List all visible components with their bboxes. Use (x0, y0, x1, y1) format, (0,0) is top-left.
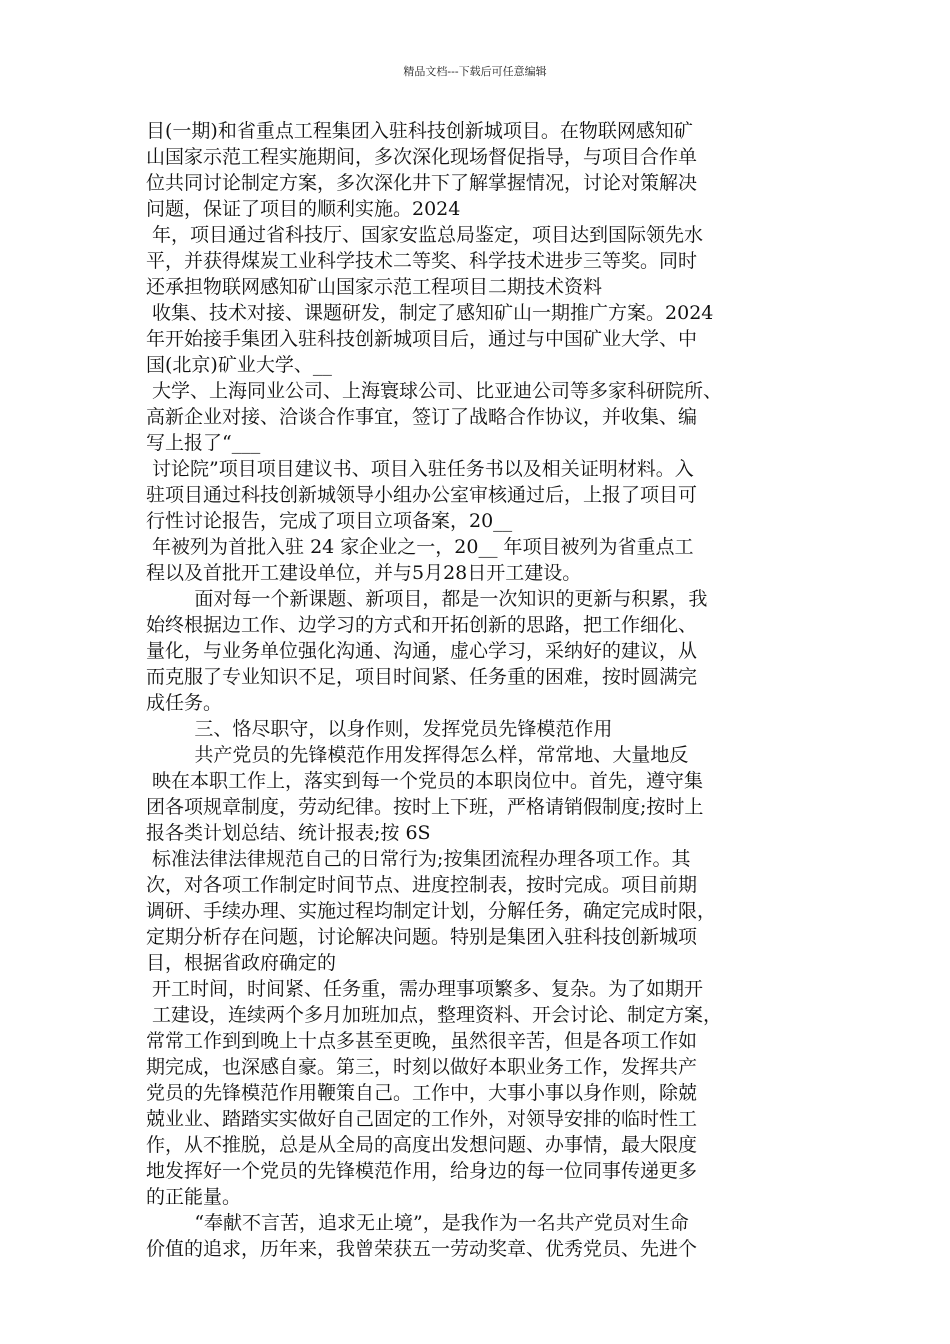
text-line: 山国家示范工程实施期间，多次深化现场督促指导，与项目合作单 (146, 146, 698, 168)
text-line: 作，从不推脱，总是从全局的高度出发想问题、办事情，最大限度 (146, 1134, 698, 1156)
text-line: 收集、技术对接、课题研发，制定了感知矿山一期推广方案。2024 (146, 302, 714, 324)
document-body (146, 118, 816, 1262)
text-line: 写上报了“___ (146, 432, 261, 454)
text-line: 调研、手续办理、实施过程均制定计划，分解任务，确定完成时限， (146, 900, 717, 922)
text-line: 团各项规章制度，劳动纪律。按时上下班，严格请销假制度;按时上 (146, 796, 704, 818)
text-line: 地发挥好一个党员的先锋模范作用，给身边的每一位同事传递更多 (146, 1160, 698, 1182)
text-line: 国(北京)矿业大学、__ (146, 354, 332, 376)
text-line: 驻项目通过科技创新城领导小组办公室审核通过后，上报了项目可 (146, 484, 698, 506)
text-line: 面对每一个新课题、新项目，都是一次知识的更新与积累，我 (146, 588, 708, 610)
text-line: 报各类计划总结、统计报表;按 6S (146, 822, 431, 844)
text-line: 成任务。 (146, 692, 223, 714)
text-line: 年被列为首批入驻 24 家企业之一，20__ 年项目被列为省重点工 (146, 536, 694, 558)
text-line: 年开始接手集团入驻科技创新城项目后，通过与中国矿业大学、中 (146, 328, 698, 350)
text-line: “奉献不言苦，追求无止境”，是我作为一名共产党员对生命 (146, 1212, 689, 1234)
text-line: 三、恪尽职守，以身作则，发挥党员先锋模范作用 (146, 718, 613, 740)
text-line: 还承担物联网感知矿山国家示范工程项目二期技术资料 (146, 276, 603, 298)
text-line: 兢业业、踏踏实实做好自己固定的工作外，对领导安排的临时性工 (146, 1108, 698, 1130)
text-line: 的正能量。 (146, 1186, 242, 1208)
text-line: 目，根据省政府确定的 (146, 952, 337, 974)
text-line: 而克服了专业知识不足，项目时间紧、任务重的困难，按时圆满完 (146, 666, 698, 688)
text-line: 开工时间，时间紧、任务重，需办理事项繁多、复杂。为了如期开 (146, 978, 704, 1000)
text-line: 目(一期)和省重点工程集团入驻科技创新城项目。在物联网感知矿 (146, 120, 693, 142)
text-line: 行性讨论报告，完成了项目立项备案，20__ (146, 510, 513, 532)
text-line: 始终根据边工作、边学习的方式和开拓创新的思路，把工作细化、 (146, 614, 698, 636)
page-header: 精品文档---下载后可任意编辑 (403, 65, 547, 78)
text-line: 量化，与业务单位强化沟通、沟通，虚心学习，采纳好的建议，从 (146, 640, 698, 662)
text-line: 大学、上海同业公司、上海寰球公司、比亚迪公司等多家科研院所、 (146, 380, 723, 402)
text-line: 党员的先锋模范作用鞭策自己。工作中，大事小事以身作则，除兢 (146, 1082, 698, 1104)
text-line: 期完成，也深感自豪。第三，时刻以做好本职业务工作，发挥共产 (146, 1056, 698, 1078)
text-line: 位共同讨论制定方案，多次深化井下了解掌握情况，讨论对策解决 (146, 172, 698, 194)
text-line: 价值的追求，历年来，我曾荣获五一劳动奖章、优秀党员、先进个 (146, 1238, 698, 1260)
text-line: 年，项目通过省科技厅、国家安监总局鉴定，项目达到国际领先水 (146, 224, 704, 246)
text-line: 问题，保证了项目的顺利实施。2024 (146, 198, 461, 220)
text-line: 次，对各项工作制定时间节点、进度控制表，按时完成。项目前期 (146, 874, 698, 896)
text-line: 平，并获得煤炭工业科学技术二等奖、科学技术进步三等奖。同时 (146, 250, 698, 272)
text-line: 程以及首批开工建设单位，并与5月28日开工建设。 (146, 562, 582, 584)
text-line: 映在本职工作上，落实到每一个党员的本职岗位中。首先，遵守集 (146, 770, 704, 792)
text-line: 定期分析存在问题，讨论解决问题。特别是集团入驻科技创新城项 (146, 926, 698, 948)
text-line: 高新企业对接、洽谈合作事宜，签订了战略合作协议，并收集、编 (146, 406, 698, 428)
text-line: 工建设，连续两个多月加班加点，整理资料、开会讨论、制定方案， (146, 1004, 723, 1026)
text-line: 常常工作到到晚上十点多甚至更晚，虽然很辛苦，但是各项工作如 (146, 1030, 698, 1052)
text-line: 共产党员的先锋模范作用发挥得怎么样，常常地、大量地反 (146, 744, 689, 766)
text-line: 讨论院”项目项目建议书、项目入驻任务书以及相关证明材料。入 (146, 458, 694, 480)
text-line: 标准法律法律规范自己的日常行为;按集团流程办理各项工作。其 (146, 848, 691, 870)
